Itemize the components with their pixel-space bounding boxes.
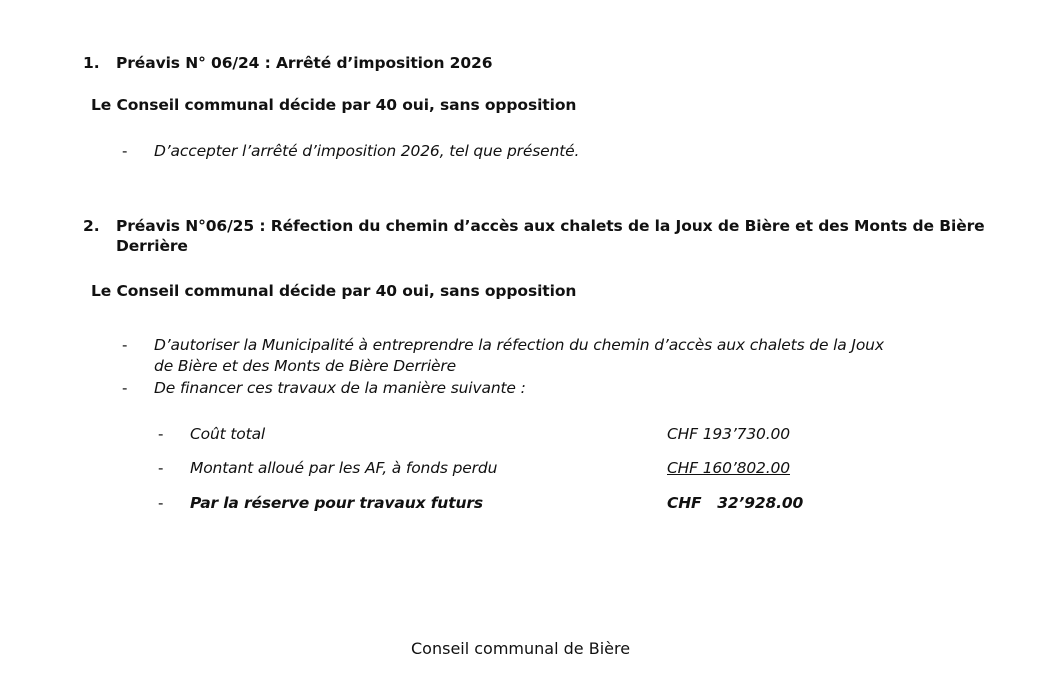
item-2-decision: Le Conseil communal décide par 40 oui, sans opposition [91, 282, 577, 300]
item-1-bullet-1-text: D’accepter l’arrêté d’imposition 2026, tel que présenté. [154, 142, 580, 160]
item-2-bullet-2-text: De financer ces travaux de la manière suivante : [154, 379, 526, 397]
item-1-bullet-1-dash: - [122, 142, 128, 160]
item-2-bullet-1-dash: - [122, 336, 128, 354]
item-2-bullet-1-line-1: D’autoriser la Municipalité à entreprendre la réfection du chemin d’accès aux chalets de la Joux [154, 336, 884, 354]
item-2-title-line-1: Préavis N°06/25 : Réfection du chemin d’accès aux chalets de la Joux de Bière et des Monts de Bière [116, 217, 985, 235]
item-1-decision: Le Conseil communal décide par 40 oui, sans opposition [91, 96, 577, 114]
financing-row-1-amount: CHF 193’730.00 [667, 425, 790, 443]
financing-row-1-label: Coût total [190, 425, 266, 443]
item-2-bullet-2-dash: - [122, 379, 128, 397]
item-2-bullet-1-line-2: de Bière et des Monts de Bière Derrière [154, 357, 457, 375]
financing-row-1-dash: - [158, 425, 164, 443]
financing-row-2-dash: - [158, 459, 164, 477]
financing-row-2-amount: CHF 160’802.00 [667, 459, 790, 477]
item-1-number: 1. [83, 54, 100, 72]
item-2-title-line-2: Derrière [116, 237, 188, 255]
financing-row-3-amount: CHF 32’928.00 [667, 494, 804, 512]
financing-row-3-label: Par la réserve pour travaux futurs [190, 494, 483, 512]
item-1-title: Préavis N° 06/24 : Arrêté d’imposition 2026 [116, 54, 493, 72]
item-2-number: 2. [83, 217, 100, 235]
page-footer: Conseil communal de Bière [411, 639, 631, 658]
financing-row-2-label: Montant alloué par les AF, à fonds perdu [190, 459, 498, 477]
financing-row-3-dash: - [158, 494, 164, 512]
